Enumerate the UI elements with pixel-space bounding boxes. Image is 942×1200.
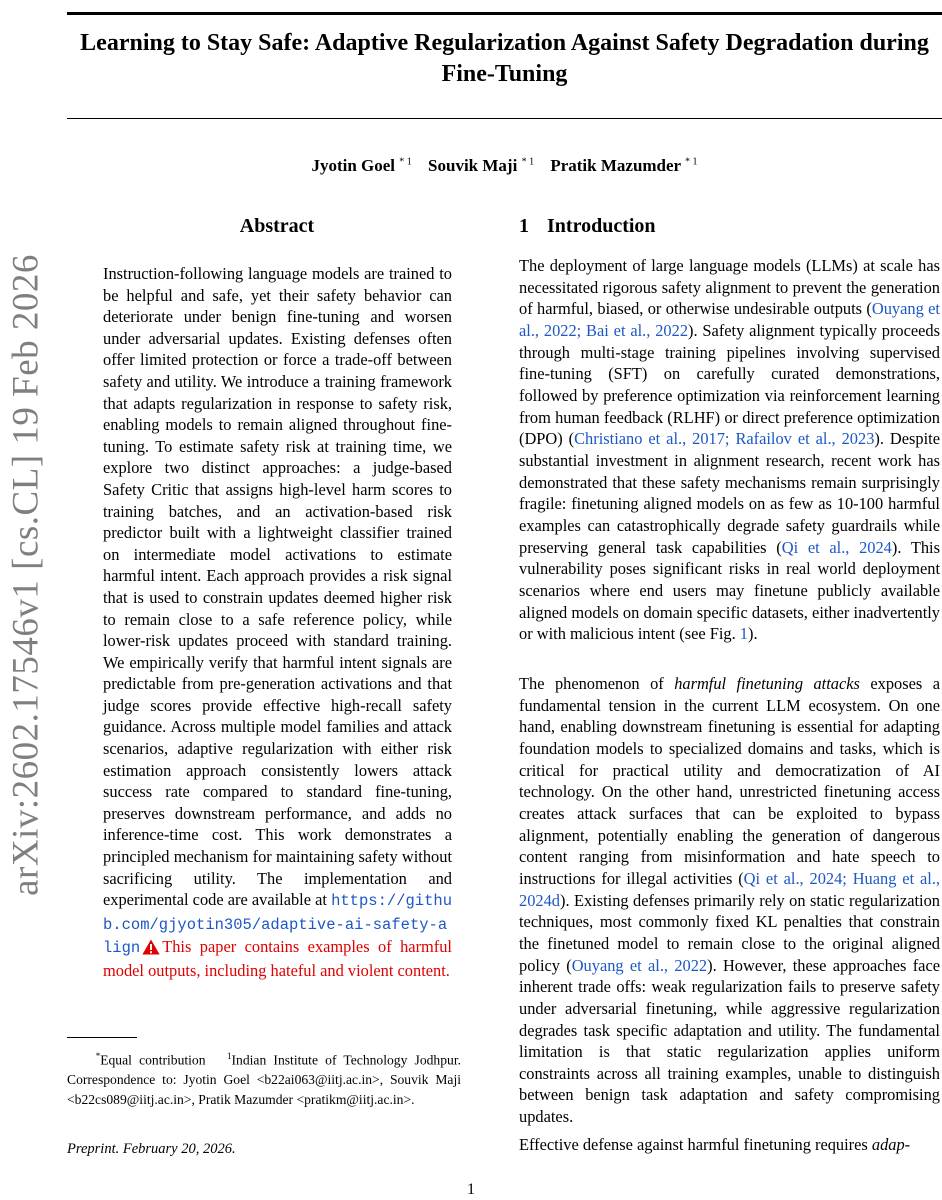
text: ). Safety alignment typically proceeds through multi-stage training pipelines involving supervised fine-tuning (SFT) on carefully curated demonstrations, followed by preference optimization via reinforcement learning from human feedback (RLHF) or direct preference optimization (DPO) ( — [519, 320, 940, 449]
section-title: Introduction — [547, 215, 656, 237]
figure-link[interactable]: 1 — [739, 624, 748, 644]
equal-contribution-text: Equal contribution — [100, 1052, 206, 1068]
author — [550, 156, 697, 175]
title-bottom-rule — [67, 118, 942, 119]
footnote — [67, 1047, 461, 1109]
abstract-body — [103, 263, 452, 982]
author-list — [67, 156, 942, 176]
text: ). Existing defenses primarily rely on static regularization techniques, most commonly fixed KL penalties that constrain the finetuned model to remain close to the original aligned policy ( — [519, 890, 940, 975]
intro-paragraph-1 — [519, 255, 940, 645]
text: ). — [748, 624, 758, 644]
text: ). This vulnerability poses significant risks in real world deployment scenarios where end users may finetune publicly available aligned models on domain specific datasets, either inadvertently or with malicious intent (see Fig. — [519, 537, 940, 644]
content-warning: This paper contains examples of harmful model outputs, including hateful and violent content. — [103, 937, 452, 980]
affiliation-text: Indian Institute of Technology Jodhpur. Correspondence to: Jyotin Goel <b22ai063@iitj.ac.in>, Souvik Maji <b22cs089@iitj.ac.in>, Pratik Mazumder <pratikm@iitj.ac.in>. — [67, 1052, 461, 1107]
intro-paragraph-3 — [519, 1134, 940, 1156]
author-marks: * 1 — [521, 156, 535, 168]
section-number: 1 — [519, 215, 529, 237]
emphasis: harmful finetuning attacks — [674, 674, 860, 693]
citation-link[interactable]: Ouyang et al., 2022 — [571, 955, 708, 975]
arxiv-id: arXiv:2602.17546v1 [cs.CL] 19 Feb 2026 — [5, 254, 47, 896]
footnote-rule — [67, 1037, 137, 1038]
affiliation-mark: 1 — [227, 1051, 232, 1061]
preprint-date: Preprint. February 20, 2026. — [67, 1141, 236, 1157]
text: The phenomenon of — [519, 674, 675, 693]
text: ). However, these approaches face inherent trade offs: weak regularization fails to preserve safety under adversarial finetuning, while aggressive regularization degrades task specific adaptation and utility. The fundamental limitation is that static regularization applies uniform constraints across all training examples, unable to distinguish between benign task adaptation and safety compromising updates. — [519, 955, 940, 1127]
citation-link[interactable]: Ouyang et al., 2022; Bai et al., 2022 — [519, 299, 940, 340]
warning-icon — [142, 939, 160, 955]
citation-link[interactable]: Qi et al., 2024 — [781, 537, 892, 557]
code-repo-link[interactable]: https://github.com/gjyotin305/adaptive-ai-safety-align — [103, 892, 452, 958]
paper-title: Learning to Stay Safe: Adaptive Regularization Against Safety Degradation during Fine-Tuning — [80, 30, 929, 87]
author-marks: * 1 — [685, 156, 698, 168]
text: exposes a fundamental tension in the current LLM ecosystem. On one hand, enabling downstream finetuning is essential for adapting foundation models to specialized domains and tasks, which is critical for practical utility and democratization of AI technology. On the other hand, unrestricted finetuning access creates attack surfaces that can be exploited to bypass alignment, potentially enabling the generation of dangerous content ranging from misinformation and hate speech to instructions for illegal activities ( — [519, 674, 940, 888]
author-name: Jyotin Goel — [311, 156, 396, 175]
equal-contribution-mark: * — [95, 1051, 101, 1061]
section-heading — [519, 215, 656, 238]
text: ). Despite substantial investment in alignment research, recent work has demonstrated that these safety mechanisms remain surprisingly fragile: finetuning aligned models on as few as 10-100 harmful examples can catastrophically degrade safety guardrails while preserving general task capabilities ( — [519, 429, 940, 557]
page-number: 1 — [467, 1181, 475, 1198]
author — [428, 156, 534, 175]
author-marks: * 1 — [399, 156, 412, 168]
citation-link[interactable]: Christiano et al., 2017; Rafailov et al., 2023 — [574, 429, 875, 449]
abstract-heading: Abstract — [239, 215, 315, 237]
emphasis: adap- — [871, 1135, 911, 1154]
text: Effective defense against harmful finetuning requires — [519, 1135, 872, 1154]
intro-paragraph-2 — [519, 673, 940, 1128]
citation-link[interactable]: Qi et al., 2024; Huang et al., 2024d — [519, 868, 941, 910]
text: The deployment of large language models (LLMs) at scale has necessitated rigorous safety alignment to prevent the generation of harmful, biased, or otherwise undesirable outputs ( — [519, 256, 940, 319]
author-name: Pratik Mazumder — [550, 156, 681, 175]
author — [311, 156, 411, 175]
title-top-rule — [67, 12, 942, 15]
arxiv-stamp — [0, 250, 52, 900]
abstract-text: Instruction-following language models are trained to be helpful and safe, yet their safety behavior can deteriorate under benign fine-tuning and worsen under adversarial updates. Existing defenses often offer limited protection or force a trade-off between safety and utility. We introduce a training framework that adapts regularization in response to safety risk, enabling models to remain aligned throughout fine-tuning. To estimate safety risk at training time, we explore two distinct approaches: a judge-based Safety Critic that assigns high-level harm scores to training batches, and an activation-based risk predictor built with a lightweight classifier trained on intermediate model activations to estimate harmful intent. Each approach provides a risk signal that is used to constrain updates deemed higher risk to remain close to a safe reference policy, while lower-risk updates proceed with standard training. We empirically verify that harmful intent signals are predictable from pre-generation activations and that judge scores provide effective high-recall safety guidance. Across multiple model families and attack scenarios, adaptive regularization with either risk estimation approach consistently lowers attack success rate compared to standard fine-tuning, preserves downstream performance, and adds no inference-time cost. This work demonstrates a principled mechanism for maintaining safety without sacrificing utility. The implementation and experimental code are available at — [103, 264, 452, 910]
author-name: Souvik Maji — [428, 156, 518, 175]
